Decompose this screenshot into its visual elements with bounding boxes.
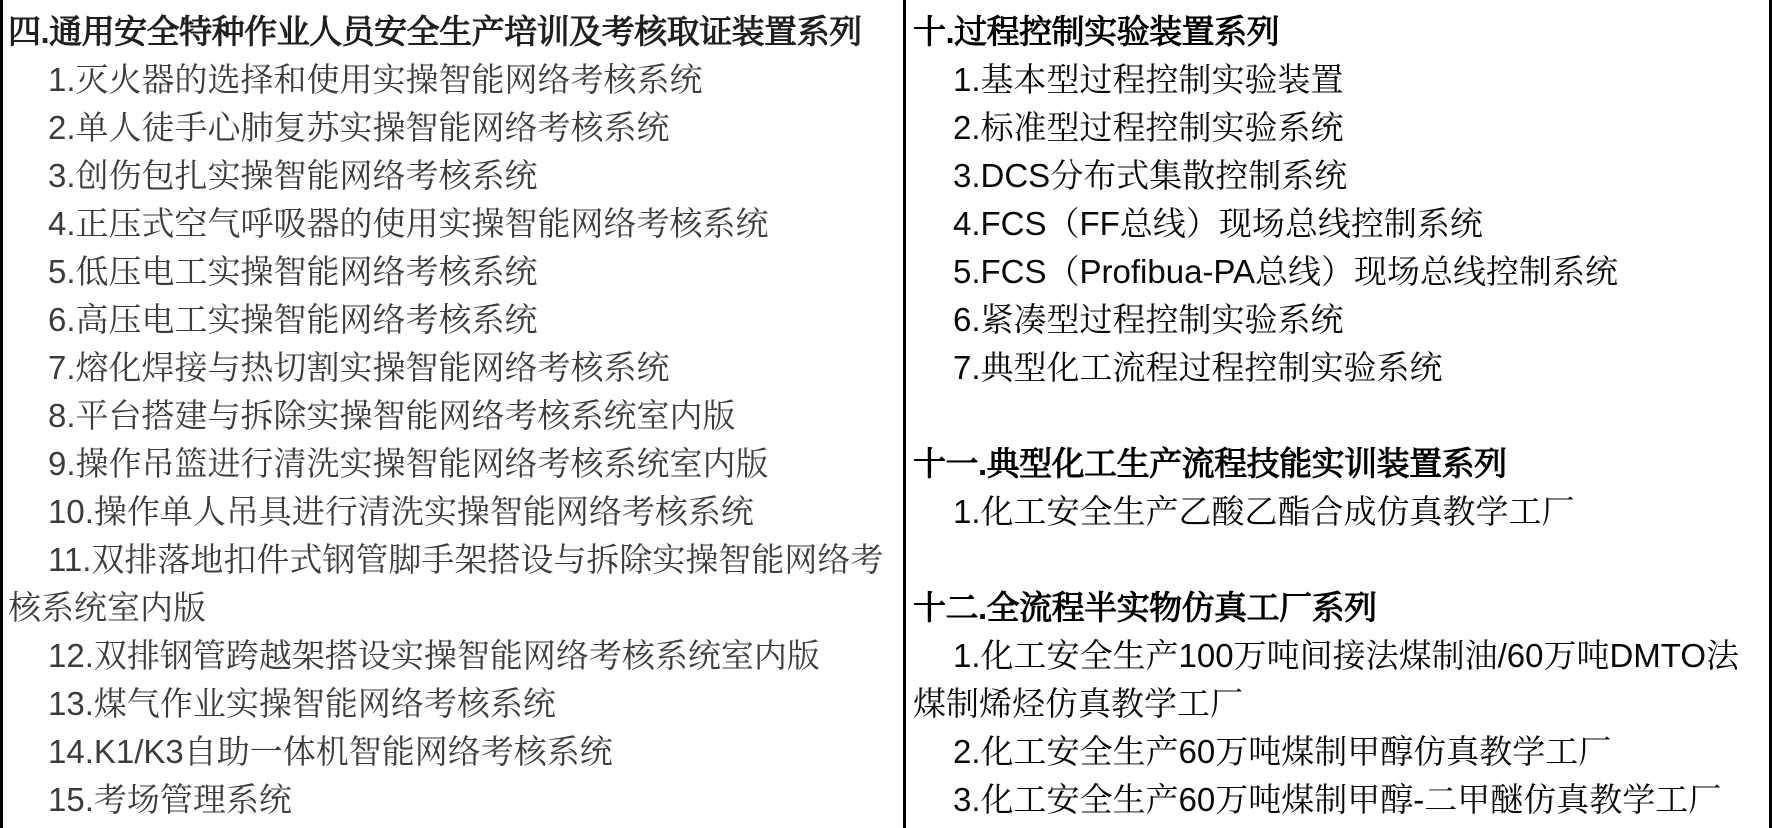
list-item: 1.化工安全生产100万吨间接法煤制油/60万吨DMTO法煤制烯烃仿真教学工厂 xyxy=(913,637,1740,722)
list-item: 5.FCS（Profibua-PA总线）现场总线控制系统 xyxy=(953,253,1618,290)
list-item: 1.化工安全生产乙酸乙酯合成仿真教学工厂 xyxy=(953,493,1575,530)
list-item: 14.K1/K3自助一体机智能网络考核系统 xyxy=(48,733,613,770)
list-item: 2.化工安全生产60万吨煤制甲醇仿真教学工厂 xyxy=(953,733,1612,770)
list-item: 7.典型化工流程过程控制实验系统 xyxy=(953,349,1443,386)
catalog-section xyxy=(913,584,1765,824)
list-item: 3.化工安全生产60万吨煤制甲醇-二甲醚仿真教学工厂 xyxy=(953,781,1722,818)
list-item: 7.熔化焊接与热切割实操智能网络考核系统 xyxy=(48,349,670,386)
section-heading: 十二.全流程半实物仿真工厂系列 xyxy=(913,589,1377,626)
catalog-column-right xyxy=(906,0,1772,828)
list-item: 13.煤气作业实操智能网络考核系统 xyxy=(48,685,556,722)
list-item: 9.操作吊篮进行清洗实操智能网络考核系统室内版 xyxy=(48,445,769,482)
list-item: 2.标准型过程控制实验系统 xyxy=(953,109,1344,146)
section-heading: 十.过程控制实验装置系列 xyxy=(913,13,1280,50)
list-item: 1.灭火器的选择和使用实操智能网络考核系统 xyxy=(48,61,703,98)
list-item: 4.正压式空气呼吸器的使用实操智能网络考核系统 xyxy=(48,205,769,242)
list-item: 11.双排落地扣件式钢管脚手架搭设与拆除实操智能网络考核系统室内版 xyxy=(8,541,884,626)
catalog-section xyxy=(913,8,1765,392)
list-item: 4.FCS（FF总线）现场总线控制系统 xyxy=(953,205,1483,242)
section-heading: 十一.典型化工生产流程技能实训装置系列 xyxy=(913,445,1507,482)
list-item: 6.高压电工实操智能网络考核系统 xyxy=(48,301,538,338)
catalog-section xyxy=(913,440,1765,536)
list-item: 3.DCS分布式集散控制系统 xyxy=(953,157,1348,194)
list-item: 1.基本型过程控制实验装置 xyxy=(953,61,1344,98)
list-item: 2.单人徒手心肺复苏实操智能网络考核系统 xyxy=(48,109,670,146)
list-item: 3.创伤包扎实操智能网络考核系统 xyxy=(48,157,538,194)
list-item: 10.操作单人吊具进行清洗实操智能网络考核系统 xyxy=(48,493,754,530)
catalog-section xyxy=(8,8,899,824)
list-item: 8.平台搭建与拆除实操智能网络考核系统室内版 xyxy=(48,397,736,434)
list-item: 6.紧凑型过程控制实验系统 xyxy=(953,301,1344,338)
section-heading: 四.通用安全特种作业人员安全生产培训及考核取证装置系列 xyxy=(8,13,862,50)
list-item: 5.低压电工实操智能网络考核系统 xyxy=(48,253,538,290)
list-item: 15.考场管理系统 xyxy=(48,781,292,818)
list-item: 12.双排钢管跨越架搭设实操智能网络考核系统室内版 xyxy=(48,637,820,674)
